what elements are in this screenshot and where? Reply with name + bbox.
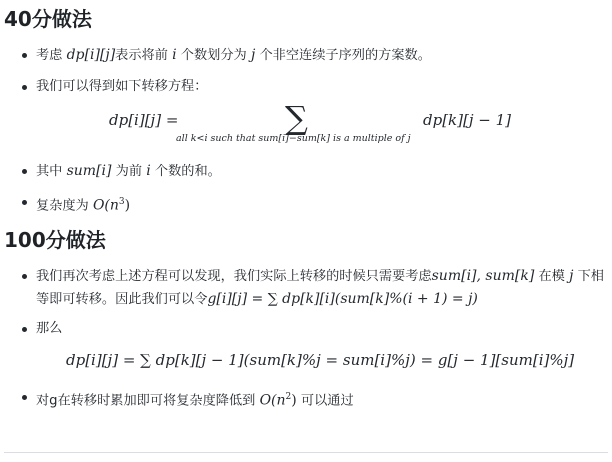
list-item-text: 那么 (36, 321, 63, 336)
text-span: 下相 (573, 269, 604, 284)
bullet-dot (22, 274, 27, 279)
math-span: O(n (259, 392, 286, 409)
math-span: sum[i] (66, 163, 112, 179)
text-span: 表示将前 (115, 48, 173, 63)
equation-rhs: dp[k][j − 1] (423, 111, 512, 129)
text-span: 在模 (534, 269, 570, 284)
math-span: ) (291, 392, 297, 409)
math-span: j (250, 47, 256, 63)
math-span: i (146, 163, 151, 179)
text-span: 个数的和。 (150, 164, 221, 179)
list-item-text: 我们可以得到如下转移方程： (36, 79, 208, 94)
summation-symbol: ∑ (285, 99, 308, 137)
bullet-dot (22, 169, 27, 174)
bullet-dot (22, 327, 27, 332)
list-item-text (36, 265, 606, 311)
math-span: dp[i][j] (66, 47, 116, 63)
text-span: 可以通过 (296, 393, 354, 409)
bullet-dot (22, 53, 27, 58)
horizontal-rule (4, 452, 608, 453)
text-span: 个非空连续子序列的方案数。 (255, 48, 431, 63)
math-span: j (569, 268, 574, 284)
text-line (36, 265, 606, 288)
bullet-dot (22, 85, 27, 90)
text-span: 等即可转移。因此我们可以令 (36, 292, 208, 307)
math-span: g[i][j] = ∑ dp[k][i](sum[k]%(i + 1) = j) (207, 291, 478, 307)
bullet-dot (22, 395, 27, 400)
equation-lhs: dp[i][j] = (109, 111, 179, 129)
text-span: 对g在转移时累加即可将复杂度降低到 (36, 393, 260, 409)
text-span: 我们再次考虑上述方程可以发现，我们实际上转移的时候只需要考虑 (36, 269, 432, 284)
heading-100: 100分做法 (4, 228, 106, 252)
text-span: 复杂度为 (36, 198, 93, 214)
display-equation-2: dp[i][j] = ∑ dp[k][j − 1](sum[k]%j = sum[i]%j) = g[j − 1][sum[i]%j] (66, 351, 575, 369)
math-span: ) (124, 197, 131, 214)
math-span: i (172, 47, 177, 63)
summation-subscript: all k<i such that sum[i]−sum[k] is a multiple of j (176, 133, 411, 144)
math-span: sum[i], sum[k] (431, 268, 535, 284)
list-item-text (36, 191, 606, 217)
list-item-text (36, 386, 606, 412)
bullet-dot (22, 200, 27, 205)
text-span: 为前 (111, 164, 147, 179)
text-span: 考虑 (36, 48, 67, 63)
heading-40: 40分做法 (4, 7, 92, 31)
text-line (36, 288, 606, 311)
list-item-text (36, 44, 606, 67)
math-superscript: 3 (118, 197, 125, 207)
text-span: 其中 (36, 164, 67, 179)
text-span: 个数划分为 (176, 48, 251, 63)
math-span: O(n (92, 197, 119, 214)
math-superscript: 2 (285, 392, 292, 402)
list-item-text (36, 160, 606, 183)
